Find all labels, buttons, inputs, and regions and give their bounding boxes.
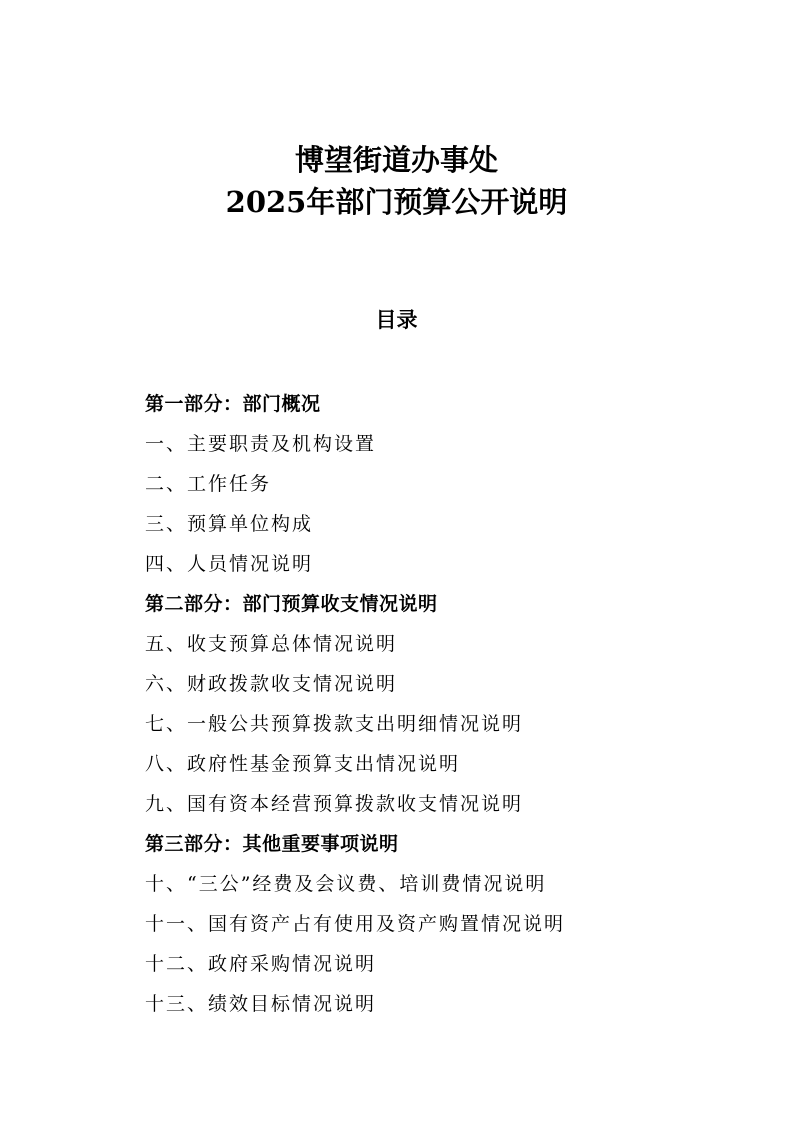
document-title-line1: 博望街道办事处 [294,143,498,177]
toc-item: 九、国有资本经营预算拨款收支情况说明 [145,793,524,815]
toc-part-heading: 第二部分：部门预算收支情况说明 [145,593,438,615]
toc-item: 十二、政府采购情况说明 [145,953,377,975]
table-of-contents [145,384,705,1024]
toc-item: 三、预算单位构成 [145,513,314,535]
toc-item: 八、政府性基金预算支出情况说明 [145,753,461,775]
toc-item: 七、一般公共预算拨款支出明细情况说明 [145,713,524,735]
toc-item: 二、工作任务 [145,473,272,495]
toc-part-heading: 第一部分：部门概况 [145,393,321,415]
document-title-line2: 2025年部门预算公开说明 [225,185,568,219]
toc-item: 十、“三公”经费及会议费、培训费情况说明 [145,873,547,895]
toc-item: 十三、绩效目标情况说明 [145,993,377,1015]
toc-heading: 目录 [375,308,418,332]
toc-item: 六、财政拨款收支情况说明 [145,673,398,695]
toc-item: 五、收支预算总体情况说明 [145,633,398,655]
toc-item: 十一、国有资产占有使用及资产购置情况说明 [145,913,566,935]
toc-item: 四、人员情况说明 [145,553,314,575]
toc-item: 一、主要职责及机构设置 [145,433,377,455]
toc-part-heading: 第三部分：其他重要事项说明 [145,833,399,855]
